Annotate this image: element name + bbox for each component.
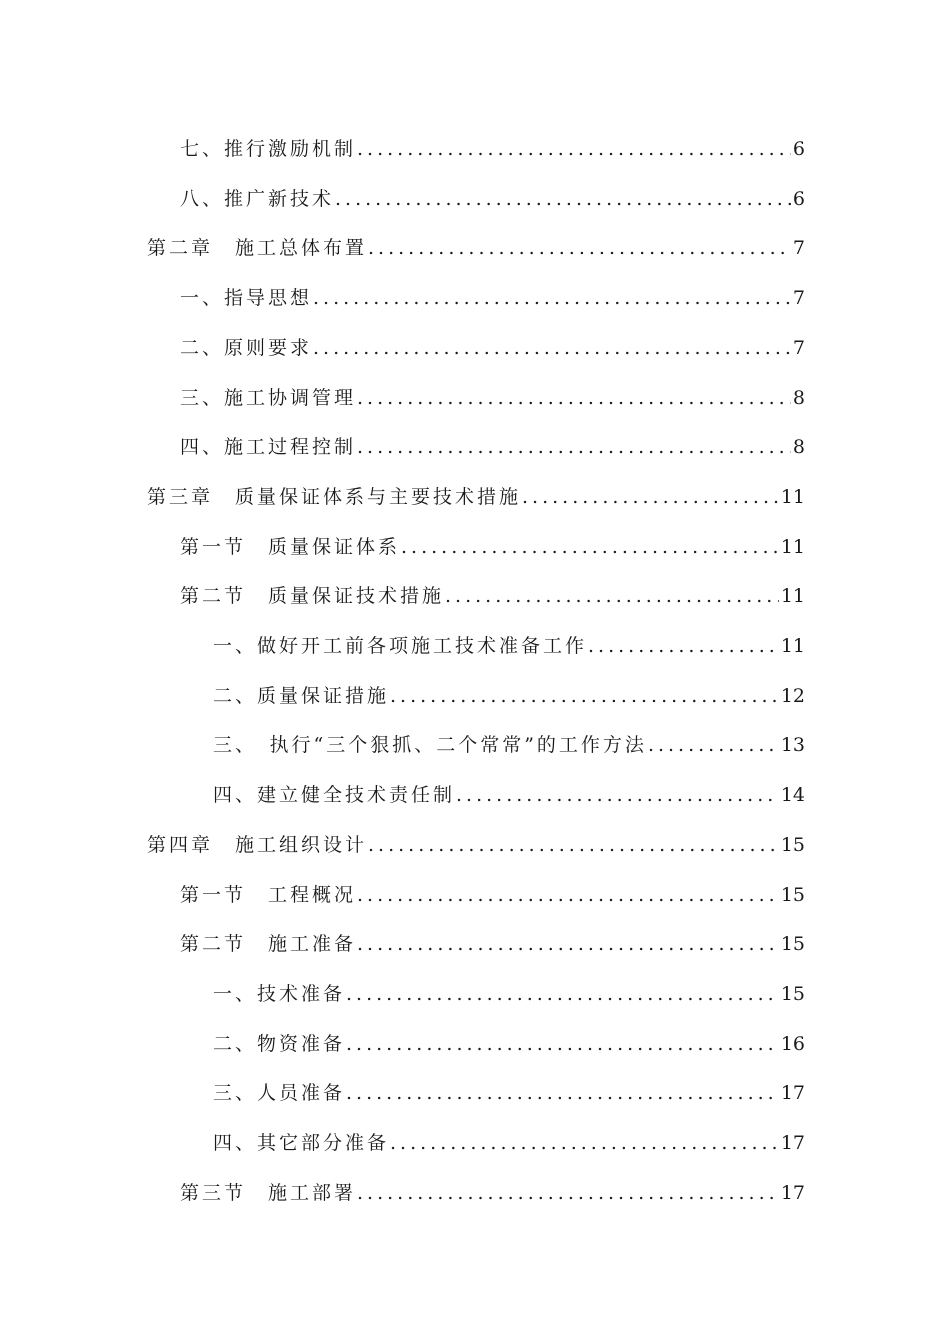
toc-entry[interactable] — [147, 475, 805, 509]
toc-entry-title: 一、指导思想 — [180, 287, 313, 310]
toc-entry-page: 7 — [792, 336, 805, 359]
toc-entry-title: 第二章 施工总体布置 — [147, 237, 368, 260]
toc-entry[interactable] — [180, 1171, 805, 1205]
toc-entry-page: 7 — [792, 237, 805, 260]
toc-entry-page: 8 — [792, 436, 805, 459]
toc-entry-title: 第三节 施工部署 — [180, 1181, 357, 1204]
dot-leader — [368, 833, 779, 857]
toc-entry-page: 13 — [780, 734, 805, 757]
toc-entry-page: 12 — [780, 684, 805, 707]
dot-leader — [390, 1131, 779, 1155]
dot-leader — [357, 883, 779, 907]
toc-entry-title: 三、人员准备 — [213, 1082, 346, 1105]
toc-entry-title: 第三章 质量保证体系与主要技术措施 — [147, 485, 522, 508]
toc-entry[interactable] — [180, 326, 805, 360]
toc-entry-page: 11 — [780, 535, 805, 558]
toc-entry-title: 三、 执行“三个狠抓、二个常常”的工作方法 — [213, 734, 647, 757]
dot-leader — [522, 485, 779, 509]
toc-entry-title: 第二节 施工准备 — [180, 933, 357, 956]
toc-entry-title: 八、推广新技术 — [180, 187, 335, 210]
toc-entry-title: 第一节 工程概况 — [180, 883, 357, 906]
toc-entry[interactable] — [147, 823, 805, 857]
toc-entry[interactable] — [213, 674, 805, 708]
toc-entry[interactable] — [213, 972, 805, 1006]
dot-leader — [456, 783, 779, 807]
toc-entry-page: 14 — [780, 784, 805, 807]
toc-entry-title: 第二节 质量保证技术措施 — [180, 585, 445, 608]
toc-entry-title: 一、技术准备 — [213, 982, 346, 1005]
toc-entry-title: 七、推行激励机制 — [180, 138, 357, 160]
toc-entry-title: 一、做好开工前各项施工技术准备工作 — [213, 635, 588, 657]
toc-entry[interactable] — [180, 376, 805, 410]
toc-entry[interactable] — [180, 922, 805, 956]
dot-leader — [346, 1081, 779, 1105]
toc-entry[interactable] — [180, 425, 805, 459]
dot-leader — [357, 137, 791, 161]
dot-leader — [357, 435, 791, 459]
toc-entry-page: 7 — [792, 287, 805, 310]
toc-entry-page: 11 — [780, 585, 805, 608]
toc-entry-page: 6 — [792, 138, 805, 160]
toc-entry[interactable] — [213, 624, 805, 658]
toc-entry[interactable] — [180, 177, 805, 211]
toc-entry-page: 8 — [792, 386, 805, 409]
toc-entry-page: 17 — [780, 1181, 805, 1204]
toc-entry-title: 第四章 施工组织设计 — [147, 833, 368, 856]
toc-entry[interactable] — [180, 873, 805, 907]
toc-entry-page: 16 — [780, 1032, 805, 1055]
dot-leader — [313, 336, 791, 360]
toc-entry-page: 15 — [780, 883, 805, 906]
toc-entry-title: 第一节 质量保证体系 — [180, 535, 401, 558]
toc-entry[interactable] — [213, 773, 805, 807]
toc-entry-title: 二、物资准备 — [213, 1032, 346, 1055]
toc-entry-page: 15 — [780, 933, 805, 956]
dot-leader — [588, 634, 779, 658]
toc-entry-page: 11 — [780, 485, 805, 508]
dot-leader — [368, 236, 791, 260]
toc-entry[interactable] — [213, 1022, 805, 1056]
toc-entry-page: 15 — [780, 833, 805, 856]
toc-entry[interactable] — [180, 276, 805, 310]
toc-entry[interactable] — [213, 1121, 805, 1155]
toc-entry-page: 6 — [792, 187, 805, 210]
toc-entry[interactable] — [180, 574, 805, 608]
dot-leader — [357, 932, 779, 956]
toc-entry[interactable] — [213, 723, 805, 757]
dot-leader — [313, 286, 791, 310]
dot-leader — [390, 684, 779, 708]
toc-entry-title: 二、质量保证措施 — [213, 684, 390, 707]
toc-entry-title: 四、其它部分准备 — [213, 1132, 390, 1154]
toc-entry[interactable] — [213, 1071, 805, 1105]
dot-leader — [335, 187, 791, 211]
toc-entry-title: 四、建立健全技术责任制 — [213, 784, 456, 807]
toc-entry-page: 17 — [780, 1132, 805, 1154]
dot-leader — [346, 1032, 779, 1056]
toc-entry[interactable] — [180, 525, 805, 559]
dot-leader — [357, 1181, 779, 1205]
dot-leader — [346, 982, 779, 1006]
toc-entry-page: 15 — [780, 982, 805, 1005]
toc-entry-title: 四、施工过程控制 — [180, 436, 357, 459]
dot-leader — [401, 535, 779, 559]
dot-leader — [648, 733, 779, 757]
toc-entry[interactable] — [180, 127, 805, 161]
toc-entry-title: 三、施工协调管理 — [180, 386, 357, 409]
toc-entry-page: 11 — [780, 635, 805, 657]
toc-entry[interactable] — [147, 226, 805, 260]
toc-entry-title: 二、原则要求 — [180, 336, 313, 359]
dot-leader — [357, 386, 791, 410]
toc-entry-page: 17 — [780, 1082, 805, 1105]
dot-leader — [445, 584, 779, 608]
